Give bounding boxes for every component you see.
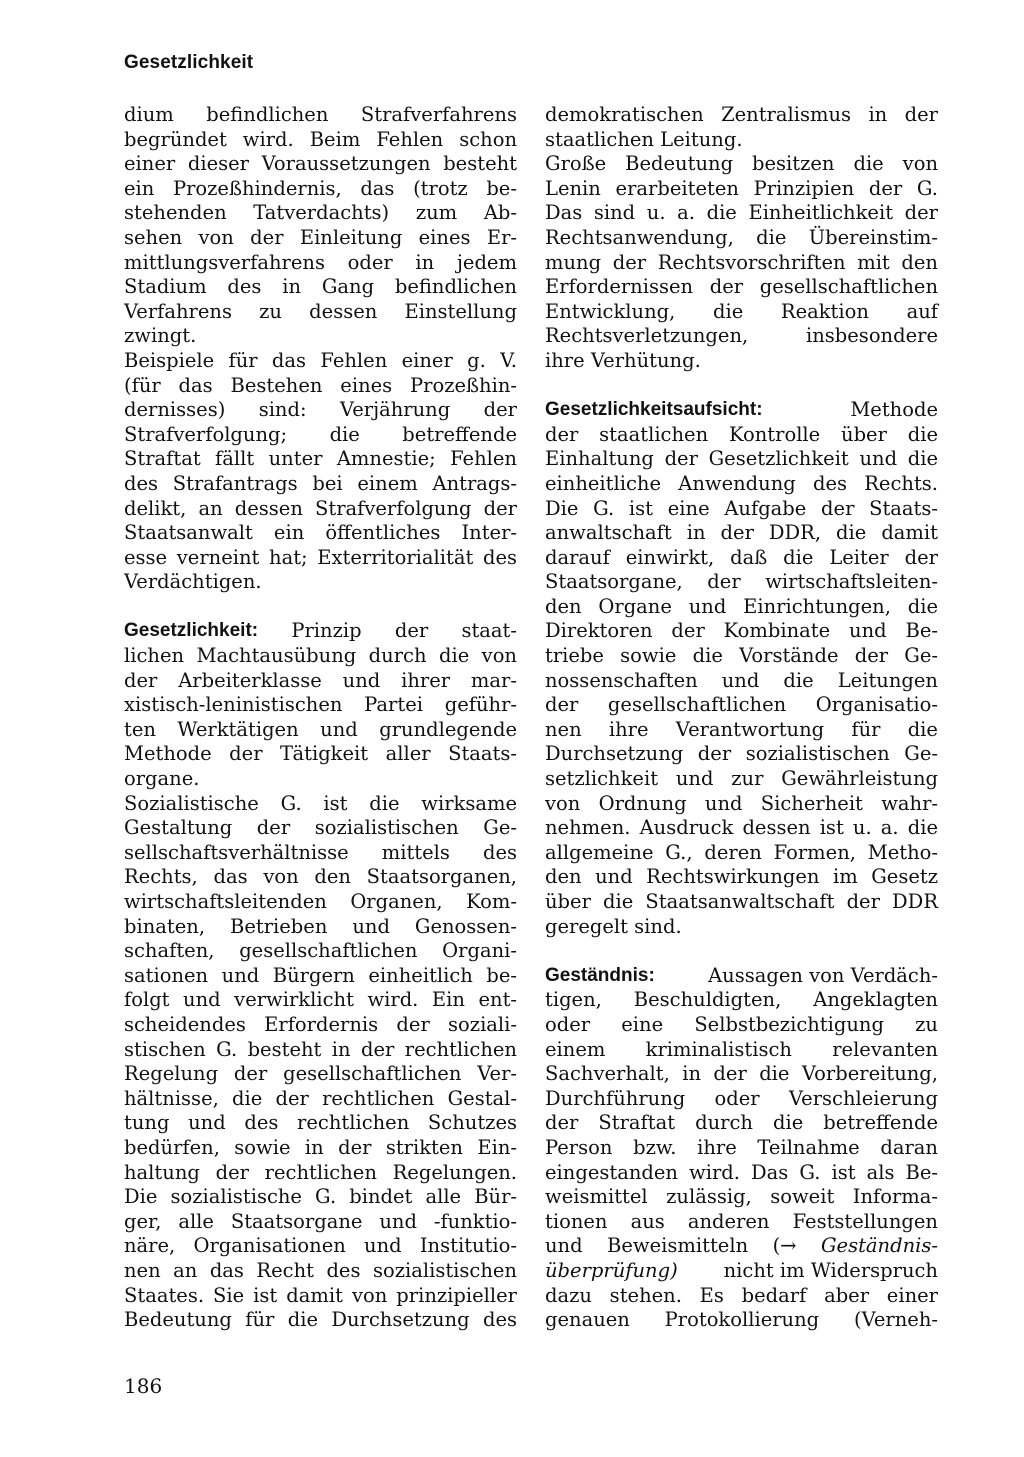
text-line bbox=[545, 300, 938, 325]
text-line bbox=[124, 767, 517, 792]
text-segment: jedem bbox=[456, 250, 517, 274]
text-segment: befindlichen bbox=[394, 275, 517, 299]
text-segment: delikt, an dessen Strafverfolgung der bbox=[124, 496, 517, 520]
page-number: 186 bbox=[124, 1374, 163, 1398]
text-line bbox=[545, 128, 938, 153]
text-segment: Die sozialistische G. bindet alle Bür- bbox=[124, 1185, 517, 1209]
text-segment: nehmen. Ausdruck dessen ist u. a. die bbox=[545, 816, 938, 840]
text-segment: bedürfen, sowie in der strikten Ein- bbox=[124, 1135, 517, 1159]
text-segment: Protokollierung bbox=[664, 1308, 820, 1332]
text-line bbox=[545, 841, 938, 866]
text-segment: insbesondere bbox=[805, 324, 938, 348]
text-line bbox=[545, 644, 938, 669]
text-segment: Aussagen von Verdäch- bbox=[708, 963, 938, 987]
text-line bbox=[124, 300, 517, 325]
text-line bbox=[124, 1161, 517, 1186]
text-segment: den Organe und Einrichtungen, die bbox=[545, 594, 938, 618]
text-line bbox=[545, 521, 938, 546]
text-line bbox=[124, 1038, 517, 1063]
text-line bbox=[124, 816, 517, 841]
text-segment: in bbox=[282, 275, 302, 299]
text-segment: Arbeiterklasse bbox=[178, 668, 322, 692]
text-segment: ihrer bbox=[401, 668, 451, 692]
text-segment: die bbox=[712, 299, 744, 323]
text-segment: des Strafantrags bei einem Antrags- bbox=[124, 471, 517, 495]
text-segment: Entwicklung, bbox=[545, 299, 676, 323]
text-line bbox=[124, 792, 517, 817]
text-segment: geregelt sind. bbox=[545, 914, 682, 938]
text-segment: Straftat fällt unter Amnestie; Fehlen bbox=[124, 447, 517, 471]
text-segment: einer dieser Voraussetzungen besteht bbox=[124, 152, 517, 176]
text-line bbox=[545, 546, 938, 571]
text-line bbox=[124, 374, 517, 399]
text-segment: Einstellung bbox=[404, 299, 517, 323]
text-segment: Große Bedeutung besitzen die von bbox=[545, 152, 938, 176]
text-segment: Lenin erarbeiteten Prinzipien der G. bbox=[545, 176, 938, 200]
text-segment: die bbox=[329, 422, 360, 446]
text-line bbox=[545, 767, 938, 792]
text-segment: (trotz bbox=[413, 176, 468, 200]
text-segment: dessen bbox=[309, 299, 378, 323]
text-segment: Erfordernissen der gesellschaftlichen bbox=[545, 275, 938, 299]
text-segment: Methode bbox=[850, 398, 938, 422]
text-line bbox=[124, 152, 517, 177]
text-line bbox=[124, 251, 517, 276]
text-segment: einem bbox=[545, 1037, 606, 1061]
text-segment: den und Rechtswirkungen im Gesetz bbox=[545, 865, 938, 889]
text-segment: über die Staatsanwaltschaft der DDR bbox=[545, 890, 938, 913]
text-segment: Einhaltung der Gesetzlichkeit und die bbox=[545, 447, 938, 471]
text-segment: von Ordnung und Sicherheit wahr- bbox=[545, 791, 938, 815]
text-segment: die bbox=[907, 717, 938, 741]
text-segment: be- bbox=[486, 176, 517, 200]
text-segment: Organisatio- bbox=[815, 693, 938, 717]
paragraph-gap bbox=[545, 374, 938, 399]
text-segment: Direktoren der Kombinate und Be- bbox=[545, 619, 938, 643]
text-segment: Durchsetzung der sozialistischen Ge- bbox=[545, 742, 938, 766]
text-segment: der staatlichen Kontrolle über die bbox=[545, 422, 938, 446]
text-line bbox=[545, 669, 938, 694]
text-segment: triebe sowie die Vorstände der Ge- bbox=[545, 644, 938, 668]
text-line bbox=[124, 398, 517, 423]
text-segment: schaften, gesellschaftlichen Organi- bbox=[124, 939, 517, 963]
text-segment: gesellschaftlichen bbox=[607, 693, 787, 717]
text-line bbox=[124, 324, 517, 349]
text-segment: mung der Rechtsvorschriften mit den bbox=[545, 250, 938, 274]
text-line bbox=[124, 521, 517, 546]
text-line bbox=[124, 1259, 517, 1284]
text-segment: Verschleierung bbox=[788, 1086, 938, 1110]
text-segment: ihre Verhütung. bbox=[545, 348, 701, 372]
text-line bbox=[124, 718, 517, 743]
text-segment: (für das Bestehen eines Prozeßhin- bbox=[124, 373, 517, 397]
text-line bbox=[545, 423, 938, 448]
text-segment: organe. bbox=[124, 767, 200, 791]
text-line bbox=[124, 1185, 517, 1210]
text-segment: Person bzw. ihre Teilnahme daran bbox=[545, 1135, 938, 1159]
text-segment: dernisses) bbox=[124, 398, 226, 422]
text-segment: stehenden bbox=[124, 201, 227, 225]
text-line bbox=[124, 1210, 517, 1235]
text-segment: des bbox=[482, 840, 517, 864]
text-segment: staatlichen Leitung. bbox=[545, 127, 743, 151]
text-line bbox=[545, 1185, 938, 1210]
text-segment: auf bbox=[906, 299, 938, 323]
text-line bbox=[124, 693, 517, 718]
text-line bbox=[545, 595, 938, 620]
text-segment: zwingt. bbox=[124, 324, 197, 348]
text-segment: darauf einwirkt, daß die Leiter der bbox=[545, 545, 938, 569]
text-segment: demokratischen Zentralismus in der bbox=[545, 103, 938, 126]
text-segment: tung und des rechtlichen Schutzes bbox=[124, 1111, 517, 1135]
text-segment: Beschuldigten, bbox=[633, 988, 782, 1012]
text-segment: Beispiele für das Fehlen einer g. V. bbox=[124, 348, 517, 372]
text-line bbox=[124, 1284, 517, 1309]
text-line bbox=[124, 226, 517, 251]
text-line bbox=[545, 447, 938, 472]
text-segment: ein bbox=[124, 176, 155, 200]
text-segment: nossenschaften und die Leitungen bbox=[545, 668, 938, 692]
text-line bbox=[124, 742, 517, 767]
text-line bbox=[545, 1259, 938, 1284]
text-segment: Angeklagten bbox=[813, 988, 938, 1012]
text-segment: sationen und Bürgern einheitlich be- bbox=[124, 963, 517, 987]
text-segment: Verfahrens bbox=[124, 299, 232, 323]
text-line bbox=[545, 816, 938, 841]
text-segment: Reaktion bbox=[780, 299, 869, 323]
text-segment: relevanten bbox=[832, 1037, 938, 1061]
text-segment: der bbox=[483, 398, 517, 422]
text-line bbox=[124, 1234, 517, 1259]
text-segment: lichen Machtausübung durch die von bbox=[124, 644, 517, 668]
text-line bbox=[545, 619, 938, 644]
text-segment: und bbox=[545, 1234, 583, 1258]
text-segment: sehen von der Einleitung eines Er- bbox=[124, 225, 517, 249]
text-line bbox=[124, 177, 517, 202]
text-segment: wirtschaftsleitenden Organen, Kom- bbox=[124, 890, 517, 913]
text-line bbox=[545, 497, 938, 522]
text-segment: Verjährung bbox=[339, 398, 451, 422]
text-line bbox=[124, 841, 517, 866]
text-line bbox=[124, 1136, 517, 1161]
text-segment: Stadium bbox=[124, 275, 207, 299]
text-line bbox=[545, 398, 938, 423]
text-segment: Regelung der gesellschaftlichen Ver- bbox=[124, 1062, 517, 1086]
text-segment: Staatsanwalt ein öffentliches Inter- bbox=[124, 521, 517, 545]
text-segment: Strafverfolgung; bbox=[124, 422, 288, 446]
text-line bbox=[124, 275, 517, 300]
text-segment: ten Werktätigen und grundlegende bbox=[124, 717, 517, 741]
text-line bbox=[545, 1308, 938, 1333]
text-line bbox=[124, 915, 517, 940]
text-line bbox=[124, 939, 517, 964]
text-segment: Bedeutung für die Durchsetzung des bbox=[124, 1308, 517, 1332]
running-head: Gesetzlichkeit bbox=[124, 52, 254, 73]
text-segment: befindlichen bbox=[206, 103, 329, 126]
text-segment: Methode der Tätigkeit aller Staats- bbox=[124, 742, 517, 766]
text-segment: oder bbox=[347, 250, 393, 274]
text-line bbox=[545, 718, 938, 743]
text-segment: Rechts, das von den Staatsorganen, bbox=[124, 865, 517, 889]
text-line bbox=[545, 251, 938, 276]
entry-keyword: Gesetzlichkeit: bbox=[124, 620, 259, 642]
text-segment: dazu stehen. Es bedarf aber einer bbox=[545, 1283, 938, 1307]
text-line bbox=[545, 1161, 938, 1186]
text-segment: (→ bbox=[772, 1234, 797, 1258]
text-line bbox=[124, 669, 517, 694]
text-line bbox=[545, 1038, 938, 1063]
text-line bbox=[124, 472, 517, 497]
text-segment: mar- bbox=[470, 668, 517, 692]
text-segment: zu bbox=[259, 299, 282, 323]
text-line bbox=[124, 1013, 517, 1038]
text-segment: scheidendes Erfordernis der soziali- bbox=[124, 1012, 517, 1036]
text-segment: der bbox=[545, 693, 579, 717]
text-segment: Strafverfahrens bbox=[360, 103, 517, 126]
text-segment: anwaltschaft in der DDR, die damit bbox=[545, 521, 938, 545]
text-segment: Staatsorgane, der wirtschaftsleiten- bbox=[545, 570, 938, 594]
text-line bbox=[124, 447, 517, 472]
text-line bbox=[124, 1111, 517, 1136]
text-segment: dium bbox=[124, 103, 174, 126]
text-line bbox=[545, 349, 938, 374]
text-segment: der Straftat durch die betreffende bbox=[545, 1111, 938, 1135]
text-segment: für bbox=[851, 717, 881, 741]
text-line bbox=[545, 742, 938, 767]
text-line bbox=[545, 988, 938, 1013]
text-segment: tionen bbox=[545, 1209, 608, 1233]
text-segment: Durchführung bbox=[545, 1086, 686, 1110]
text-line bbox=[545, 201, 938, 226]
text-line bbox=[545, 964, 938, 989]
text-segment: eingestanden wird. Das G. ist als Be- bbox=[545, 1160, 938, 1184]
text-segment: und bbox=[342, 668, 381, 692]
text-line bbox=[124, 570, 517, 595]
text-segment: Prozeßhindernis, bbox=[172, 176, 342, 200]
text-segment: nen bbox=[545, 717, 582, 741]
text-segment: zu bbox=[915, 1012, 938, 1036]
text-line bbox=[124, 1087, 517, 1112]
paragraph-gap bbox=[124, 595, 517, 620]
text-segment: anderen bbox=[687, 1209, 770, 1233]
text-segment: zum bbox=[415, 201, 458, 225]
text-line bbox=[545, 103, 938, 128]
text-segment: Staates. Sie ist damit von prinzipieller bbox=[124, 1283, 517, 1307]
text-line bbox=[124, 128, 517, 153]
text-segment: allgemeine G., deren Formen, Metho- bbox=[545, 840, 938, 864]
text-line bbox=[124, 103, 517, 128]
text-segment: haltung der rechtlichen Regelungen. bbox=[124, 1160, 517, 1184]
text-line bbox=[545, 570, 938, 595]
text-line bbox=[545, 1210, 938, 1235]
text-line bbox=[545, 324, 938, 349]
text-line bbox=[545, 915, 938, 940]
text-segment: betreffende bbox=[402, 422, 517, 446]
text-segment: oder bbox=[545, 1012, 591, 1036]
text-segment: Sachverhalt, in der die Vorbereitung, bbox=[545, 1062, 938, 1086]
text-line bbox=[124, 964, 517, 989]
text-segment: binaten, Betrieben und Genossen- bbox=[124, 914, 517, 938]
text-line bbox=[545, 865, 938, 890]
text-segment: folgt und verwirklicht wird. Ein ent- bbox=[124, 988, 517, 1012]
text-segment: stischen G. besteht in der rechtlichen bbox=[124, 1037, 517, 1061]
text-segment: ihre bbox=[608, 717, 649, 741]
text-line bbox=[124, 546, 517, 571]
text-segment: ger, alle Staatsorgane und -funktio- bbox=[124, 1209, 517, 1233]
text-segment: Beweismitteln bbox=[607, 1234, 749, 1258]
text-line bbox=[124, 423, 517, 448]
text-segment: Rechtsverletzungen, bbox=[545, 324, 749, 348]
text-segment: näre, Organisationen und Institutio- bbox=[124, 1234, 517, 1258]
text-segment: xistisch-leninistischen Partei geführ- bbox=[124, 693, 517, 717]
text-segment: Selbstbezichtigung bbox=[694, 1012, 884, 1036]
text-segment: sellschaftsverhältnisse bbox=[124, 840, 349, 864]
text-segment: das bbox=[360, 176, 395, 200]
text-segment: hältnisse, die der rechtlichen Gestal- bbox=[124, 1086, 517, 1110]
text-segment: Gestaltung der sozialistischen Ge- bbox=[124, 816, 517, 840]
text-segment: Sozialistische G. ist die wirksame bbox=[124, 791, 517, 815]
text-segment: Feststellungen bbox=[792, 1209, 938, 1233]
text-line bbox=[545, 890, 938, 915]
text-line bbox=[545, 152, 938, 177]
text-line bbox=[545, 1062, 938, 1087]
text-segment: sind: bbox=[258, 398, 307, 422]
text-segment: mittels bbox=[381, 840, 450, 864]
text-line bbox=[545, 1111, 938, 1136]
text-line bbox=[545, 792, 938, 817]
text-segment: (Verneh- bbox=[853, 1308, 938, 1332]
text-segment: nen an das Recht des sozialistischen bbox=[124, 1258, 517, 1282]
text-segment: begründet wird. Beim Fehlen schon bbox=[124, 127, 517, 151]
text-line bbox=[124, 890, 517, 915]
text-segment: Verdächtigen. bbox=[124, 570, 262, 594]
text-line bbox=[124, 349, 517, 374]
text-line bbox=[124, 497, 517, 522]
text-segment: genauen bbox=[545, 1308, 630, 1332]
text-segment: einheitliche Anwendung des Rechts. bbox=[545, 471, 938, 495]
text-segment: in bbox=[415, 250, 435, 274]
text-segment: Verantwortung bbox=[675, 717, 825, 741]
text-line bbox=[124, 619, 517, 644]
text-segment: des bbox=[227, 275, 262, 299]
text-segment: Rechtsanwendung, die Übereinstim- bbox=[545, 225, 938, 249]
text-line bbox=[545, 1234, 938, 1259]
text-segment: Die G. ist eine Aufgabe der Staats- bbox=[545, 496, 938, 520]
text-segment: eine bbox=[621, 1012, 664, 1036]
text-line bbox=[545, 177, 938, 202]
right-text-column bbox=[545, 103, 938, 1333]
text-segment: setzlichkeit und zur Gewährleistung bbox=[545, 767, 938, 791]
text-line bbox=[124, 988, 517, 1013]
text-line bbox=[124, 201, 517, 226]
text-segment: mittlungsverfahrens bbox=[124, 250, 325, 274]
cross-reference: überprüfung) bbox=[545, 1258, 678, 1282]
text-segment: staat- bbox=[461, 619, 517, 643]
left-text-column bbox=[124, 103, 517, 1333]
entry-keyword: Geständnis: bbox=[545, 964, 655, 986]
text-segment: tigen, bbox=[545, 988, 602, 1012]
text-segment: Prinzip bbox=[291, 619, 362, 643]
text-line bbox=[545, 1284, 938, 1309]
text-segment: kriminalistisch bbox=[645, 1037, 792, 1061]
text-line bbox=[545, 1013, 938, 1038]
text-line bbox=[124, 1062, 517, 1087]
text-line bbox=[545, 275, 938, 300]
text-line bbox=[124, 1308, 517, 1333]
text-segment: Das sind u. a. die Einheitlichkeit der bbox=[545, 201, 938, 225]
text-line bbox=[124, 865, 517, 890]
text-segment: weismittel zulässig, soweit Informa- bbox=[545, 1185, 938, 1209]
cross-reference: Geständnis- bbox=[820, 1234, 938, 1258]
text-segment: der bbox=[124, 668, 158, 692]
text-line bbox=[545, 1087, 938, 1112]
text-segment: der bbox=[394, 619, 429, 643]
text-line bbox=[545, 693, 938, 718]
text-segment: Gang bbox=[321, 275, 375, 299]
entry-keyword: Gesetzlichkeitsaufsicht: bbox=[545, 399, 763, 421]
text-segment: nicht im Widerspruch bbox=[723, 1258, 938, 1282]
text-segment: esse verneint hat; Exterritorialität des bbox=[124, 545, 517, 569]
text-segment: Tatverdachts) bbox=[253, 201, 390, 225]
text-line bbox=[545, 472, 938, 497]
paragraph-gap bbox=[545, 939, 938, 964]
text-line bbox=[545, 226, 938, 251]
text-segment: Ab- bbox=[483, 201, 517, 225]
text-line bbox=[545, 1136, 938, 1161]
text-line bbox=[124, 644, 517, 669]
text-segment: aus bbox=[630, 1209, 665, 1233]
text-segment: oder bbox=[714, 1086, 760, 1110]
